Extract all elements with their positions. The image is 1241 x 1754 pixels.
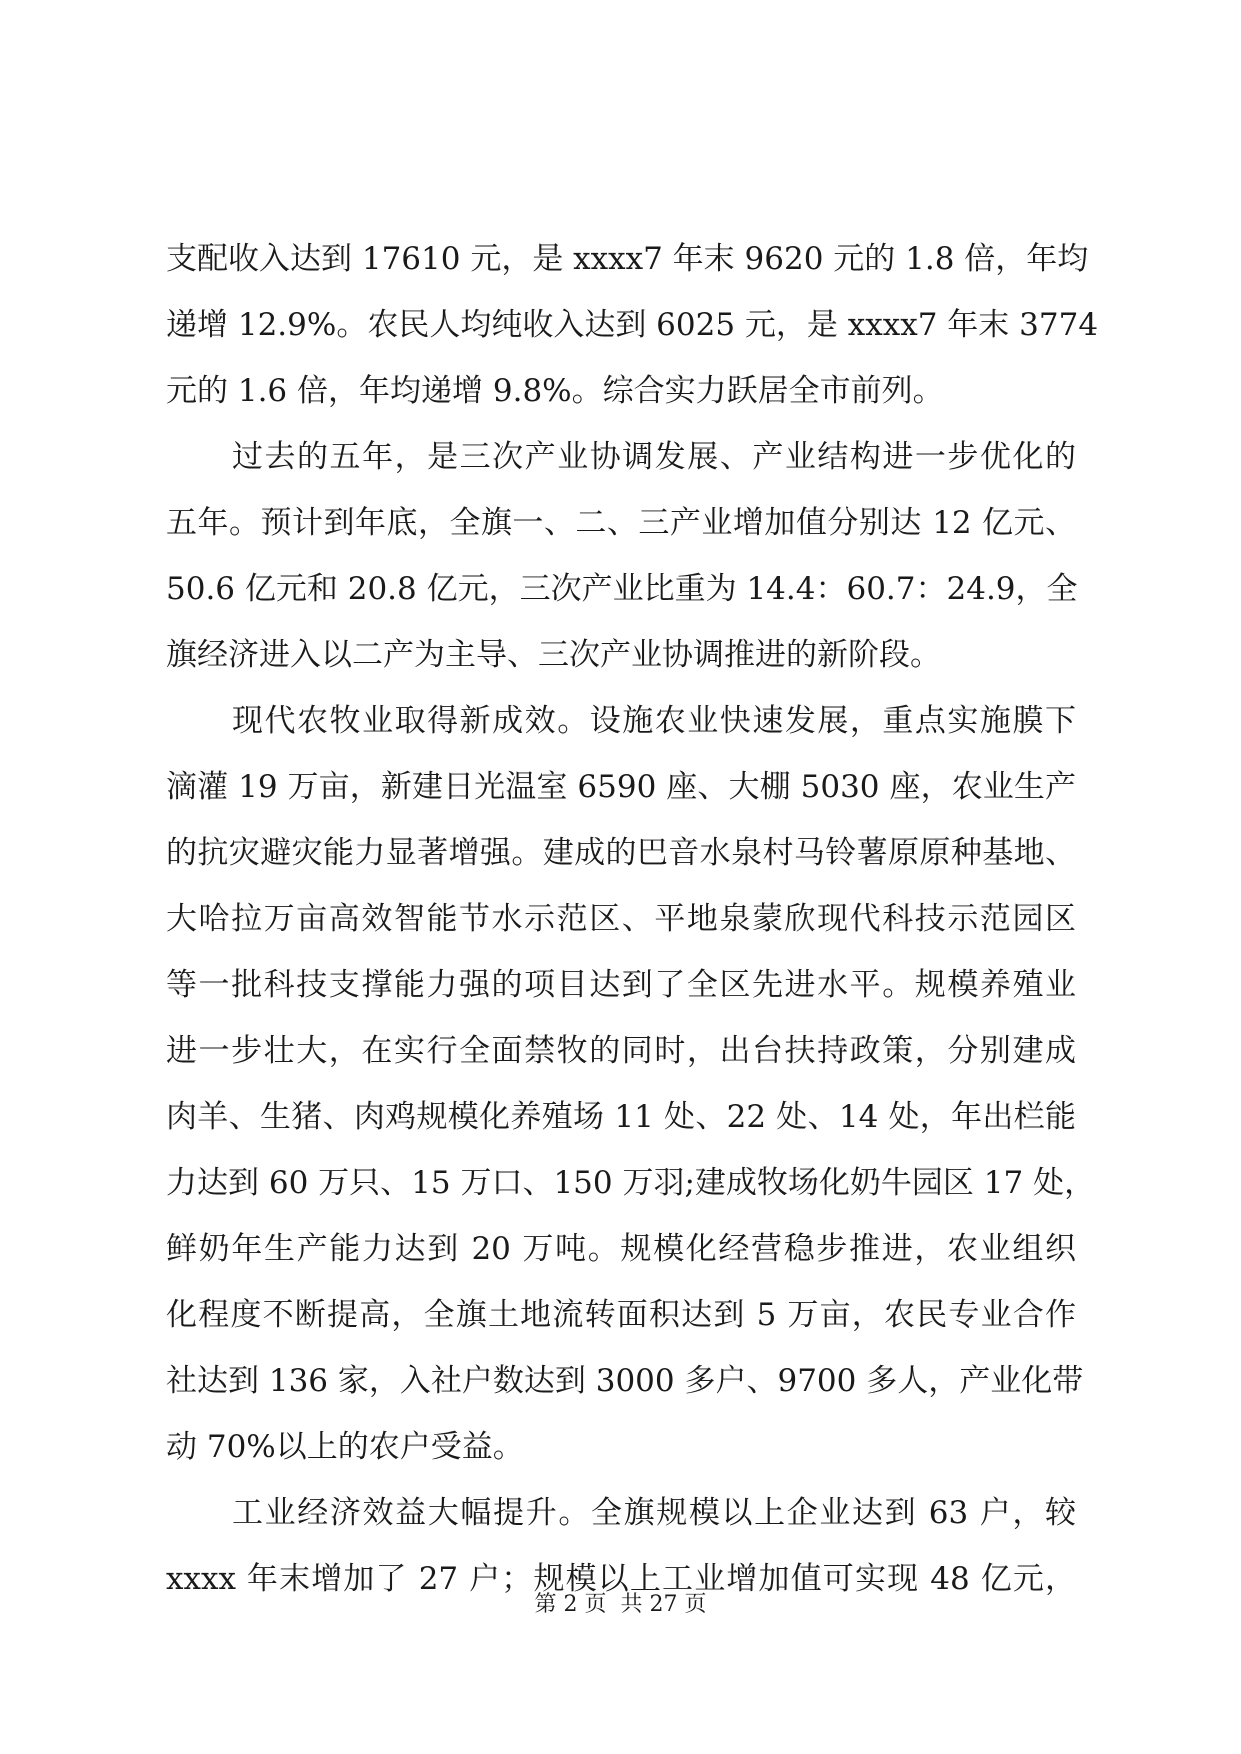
text-line: 元的 1.6 倍，年均递增 9.8%。综合实力跃居全市前列。 [166, 373, 944, 409]
text-line: 大哈拉万亩高效智能节水示范区、平地泉蒙欣现代科技示范园区 [166, 901, 1076, 937]
text-line: 动 70%以上的农户受益。 [166, 1429, 524, 1465]
page-footer [0, 1590, 1241, 1620]
text-line: 50.6 亿元和 20.8 亿元，三次产业比重为 14.4：60.7：24.9，全 [166, 571, 1078, 607]
text-line: 现代农牧业取得新成效。设施农业快速发展，重点实施膜下 [232, 703, 1076, 739]
page-number-label: 第 2 页 共 27 页 [534, 1592, 707, 1617]
paragraph [166, 688, 1096, 1480]
text-line: 化程度不断提高，全旗土地流转面积达到 5 万亩，农民专业合作 [166, 1297, 1076, 1333]
text-line: xxxx 年末增加了 27 户；规模以上工业增加值可实现 48 亿元， [166, 1561, 1076, 1597]
text-line: 工业经济效益大幅提升。全旗规模以上企业达到 63 户，较 [232, 1495, 1076, 1531]
text-line: 旗经济进入以二产为主导、三次产业协调推进的新阶段。 [166, 637, 941, 673]
text-line: 五年。预计到年底，全旗一、二、三产业增加值分别达 12 亿元、 [166, 505, 1076, 541]
text-line: 过去的五年，是三次产业协调发展、产业结构进一步优化的 [232, 439, 1076, 475]
paragraph [166, 226, 1099, 424]
text-line: 力达到 60 万只、15 万口、150 万羽;建成牧场化奶牛园区 17 处， [166, 1165, 1096, 1201]
text-line: 社达到 136 家，入社户数达到 3000 多户、9700 多人，产业化带 [166, 1363, 1084, 1399]
text-line: 滴灌 19 万亩，新建日光温室 6590 座、大棚 5030 座，农业生产 [166, 769, 1076, 805]
text-line: 进一步壮大，在实行全面禁牧的同时，出台扶持政策，分别建成 [166, 1033, 1076, 1069]
paragraph [166, 424, 1076, 688]
body-text [166, 226, 1099, 1612]
text-line: 的抗灾避灾能力显著增强。建成的巴音水泉村马铃薯原原种基地、 [166, 835, 1076, 871]
text-line: 支配收入达到 17610 元，是 xxxx7 年末 9620 元的 1.8 倍，年均 [166, 241, 1089, 277]
text-line: 肉羊、生猪、肉鸡规模化养殖场 11 处、22 处、14 处，年出栏能 [166, 1099, 1076, 1135]
text-line: 等一批科技支撑能力强的项目达到了全区先进水平。规模养殖业 [166, 967, 1076, 1003]
text-line: 递增 12.9%。农民人均纯收入达到 6025 元，是 xxxx7 年末 3774 [166, 307, 1099, 343]
text-line: 鲜奶年生产能力达到 20 万吨。规模化经营稳步推进，农业组织 [166, 1231, 1076, 1267]
